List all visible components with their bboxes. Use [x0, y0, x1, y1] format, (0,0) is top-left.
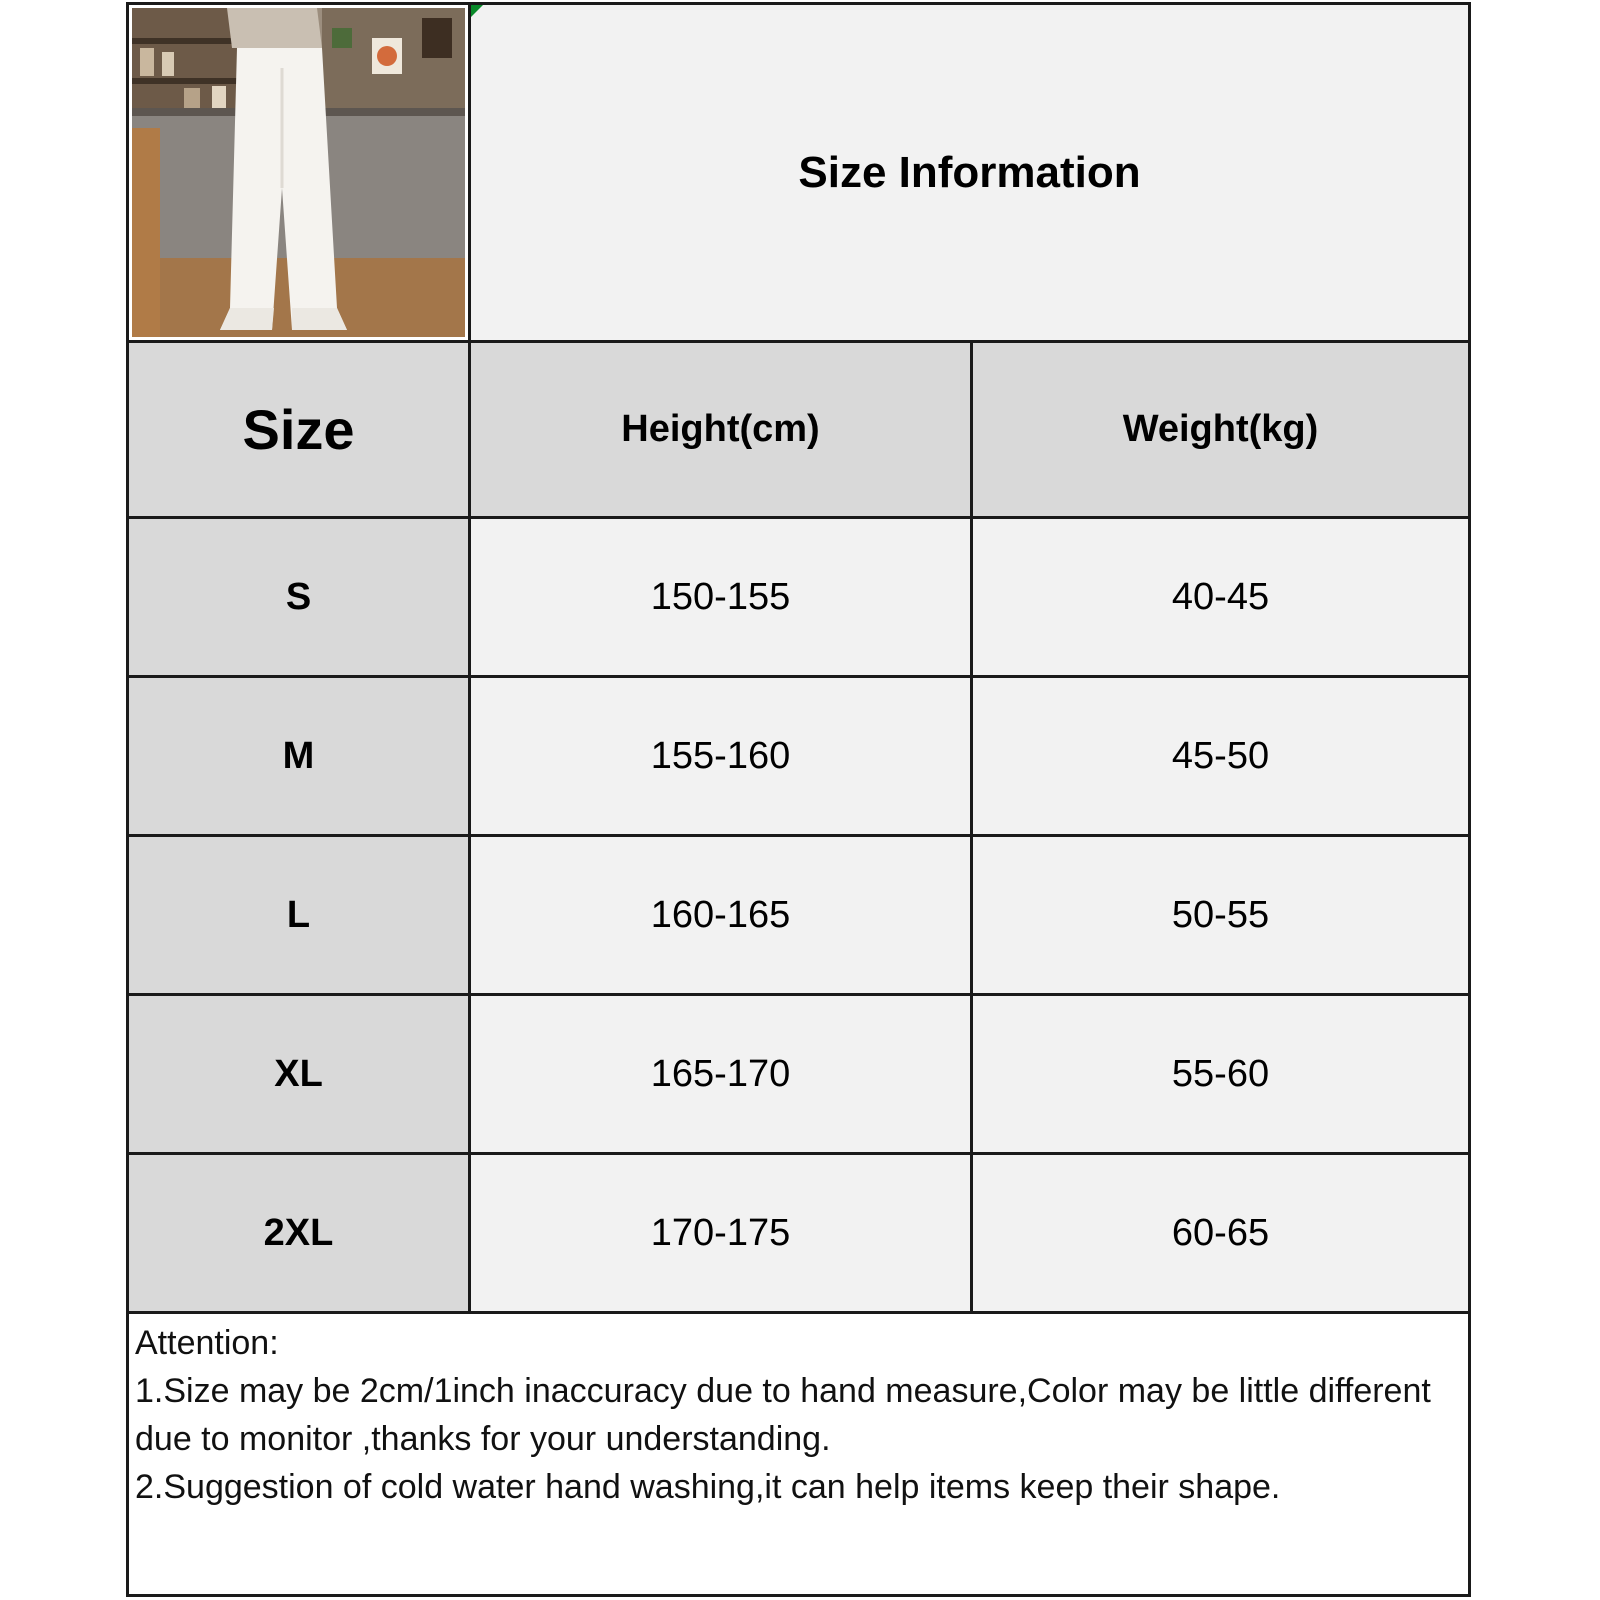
height-cell: 165-170 — [471, 996, 973, 1152]
size-cell: XL — [129, 996, 471, 1152]
weight-cell: 55-60 — [973, 996, 1468, 1152]
header-height: Height(cm) — [471, 343, 973, 516]
size-cell: M — [129, 678, 471, 834]
weight-cell: 40-45 — [973, 519, 1468, 675]
notes-line-1: 1.Size may be 2cm/1inch inaccuracy due to hand measure,Color may be little different due to monitor ,thanks for your understanding. — [135, 1372, 1441, 1458]
height-cell: 170-175 — [471, 1155, 973, 1311]
product-photo-cell — [129, 5, 471, 343]
title-cell — [471, 5, 1468, 343]
page-title: Size Information — [798, 147, 1141, 197]
table-row — [129, 678, 1468, 837]
header-weight: Weight(kg) — [973, 343, 1468, 516]
size-cell: S — [129, 519, 471, 675]
weight-cell: 50-55 — [973, 837, 1468, 993]
table-row — [129, 519, 1468, 678]
table-header-row — [129, 343, 1468, 519]
size-cell: L — [129, 837, 471, 993]
size-chart-sheet — [126, 2, 1471, 1597]
product-photo — [132, 8, 465, 337]
weight-cell: 60-65 — [973, 1155, 1468, 1311]
height-cell: 155-160 — [471, 678, 973, 834]
notes-heading: Attention: — [135, 1324, 279, 1362]
table-row — [129, 1155, 1468, 1314]
attention-notes — [129, 1315, 1468, 1515]
table-row — [129, 837, 1468, 996]
notes-line-2: 2.Suggestion of cold water hand washing,it can help items keep their shape. — [135, 1468, 1281, 1506]
height-cell: 150-155 — [471, 519, 973, 675]
size-cell: 2XL — [129, 1155, 471, 1311]
height-cell: 160-165 — [471, 837, 973, 993]
cell-corner-marker — [471, 5, 483, 17]
table-row — [129, 996, 1468, 1155]
weight-cell: 45-50 — [973, 678, 1468, 834]
header-size: Size — [129, 343, 471, 516]
